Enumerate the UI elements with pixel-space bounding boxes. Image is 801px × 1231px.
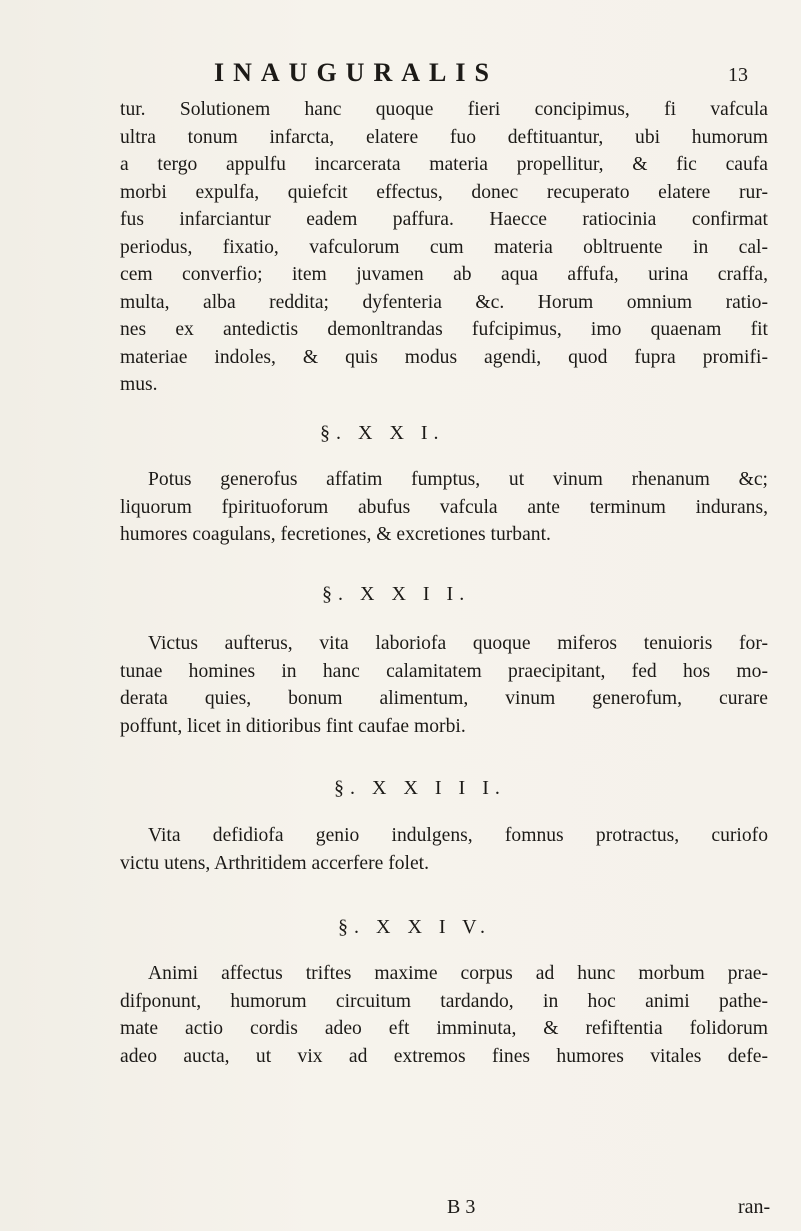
text-line: a tergo appulfu incarcerata materia propellitur, & fic caufa — [120, 154, 768, 175]
text-line: nes ex antedictis demonltrandas fufcipimus, imo quaenam fit — [120, 319, 768, 340]
catchword: ran- — [738, 1196, 771, 1218]
text-line: Vita defidiofa genio indulgens, fomnus protractus, curiofo — [148, 825, 768, 846]
text-line: Potus generofus affatim fumptus, ut vinum rhenanum &c; — [148, 469, 768, 490]
text-line: cem converfio; item juvamen ab aqua affufa, urina craffa, — [120, 264, 768, 285]
text-line: Animi affectus triftes maxime corpus ad hunc morbum prae- — [148, 963, 768, 984]
signature-mark: B 3 — [447, 1196, 476, 1218]
text-line: materiae indoles, & quis modus agendi, quod fupra promifi- — [120, 346, 768, 368]
text-line: difponunt, humorum circuitum tardando, in hoc animi pathe- — [120, 990, 768, 1012]
text-line: adeo aucta, ut vix ad extremos fines humores vitales defe- — [120, 1045, 768, 1067]
text-line: liquorum fpirituoforum abufus vafcula ante terminum indurans, — [120, 496, 768, 518]
section-22-body — [120, 630, 768, 740]
page-header — [214, 58, 634, 94]
text-line: poffunt, licet in ditioribus fint caufae morbi. — [120, 715, 466, 737]
text-line: mate actio cordis adeo eft imminuta, & refiftentia folidorum — [120, 1018, 768, 1039]
running-head: INAUGURALIS — [214, 58, 498, 87]
text-line: multa, alba reddita; dyfenteria &c. Horum omnium ratio- — [120, 291, 768, 313]
text-line: mus. — [120, 374, 158, 395]
section-heading-21: §. X X I. — [320, 422, 445, 444]
text-line: tur. Solutionem hanc quoque fieri concipimus, fi vafcula — [120, 99, 768, 120]
section-24-body — [120, 960, 768, 1070]
text-line: humores coagulans, fecretiones, & excretiones turbant. — [120, 524, 551, 545]
text-line: derata quies, bonum alimentum, vinum generofum, curare — [120, 688, 768, 709]
section-21-body — [120, 466, 768, 549]
text-line: victu utens, Arthritidem accerfere folet. — [120, 852, 430, 874]
text-line: ultra tonum infarcta, elatere fuo deftituantur, ubi humorum — [120, 126, 768, 148]
page-number: 13 — [728, 64, 748, 86]
paragraph-continuation — [120, 96, 768, 399]
text-line: morbi expulfa, quiefcit effectus, donec recuperato elatere rur- — [120, 181, 768, 203]
text-line: tunae homines in hanc calamitatem praecipitant, fed hos mo- — [120, 660, 768, 682]
text-line: Victus aufterus, vita laboriofa quoque miferos tenuioris for- — [148, 633, 768, 654]
section-heading-22: §. X X I I. — [322, 583, 471, 605]
section-23-body — [120, 822, 768, 877]
text-line: fus infarciantur eadem paffura. Haecce ratiocinia confirmat — [120, 209, 768, 230]
section-heading-24: §. X X I V. — [338, 916, 492, 938]
text-line: periodus, fixatio, vafculorum cum materia obltruente in cal- — [120, 236, 768, 258]
section-heading-23: §. X X I I I. — [334, 777, 506, 799]
